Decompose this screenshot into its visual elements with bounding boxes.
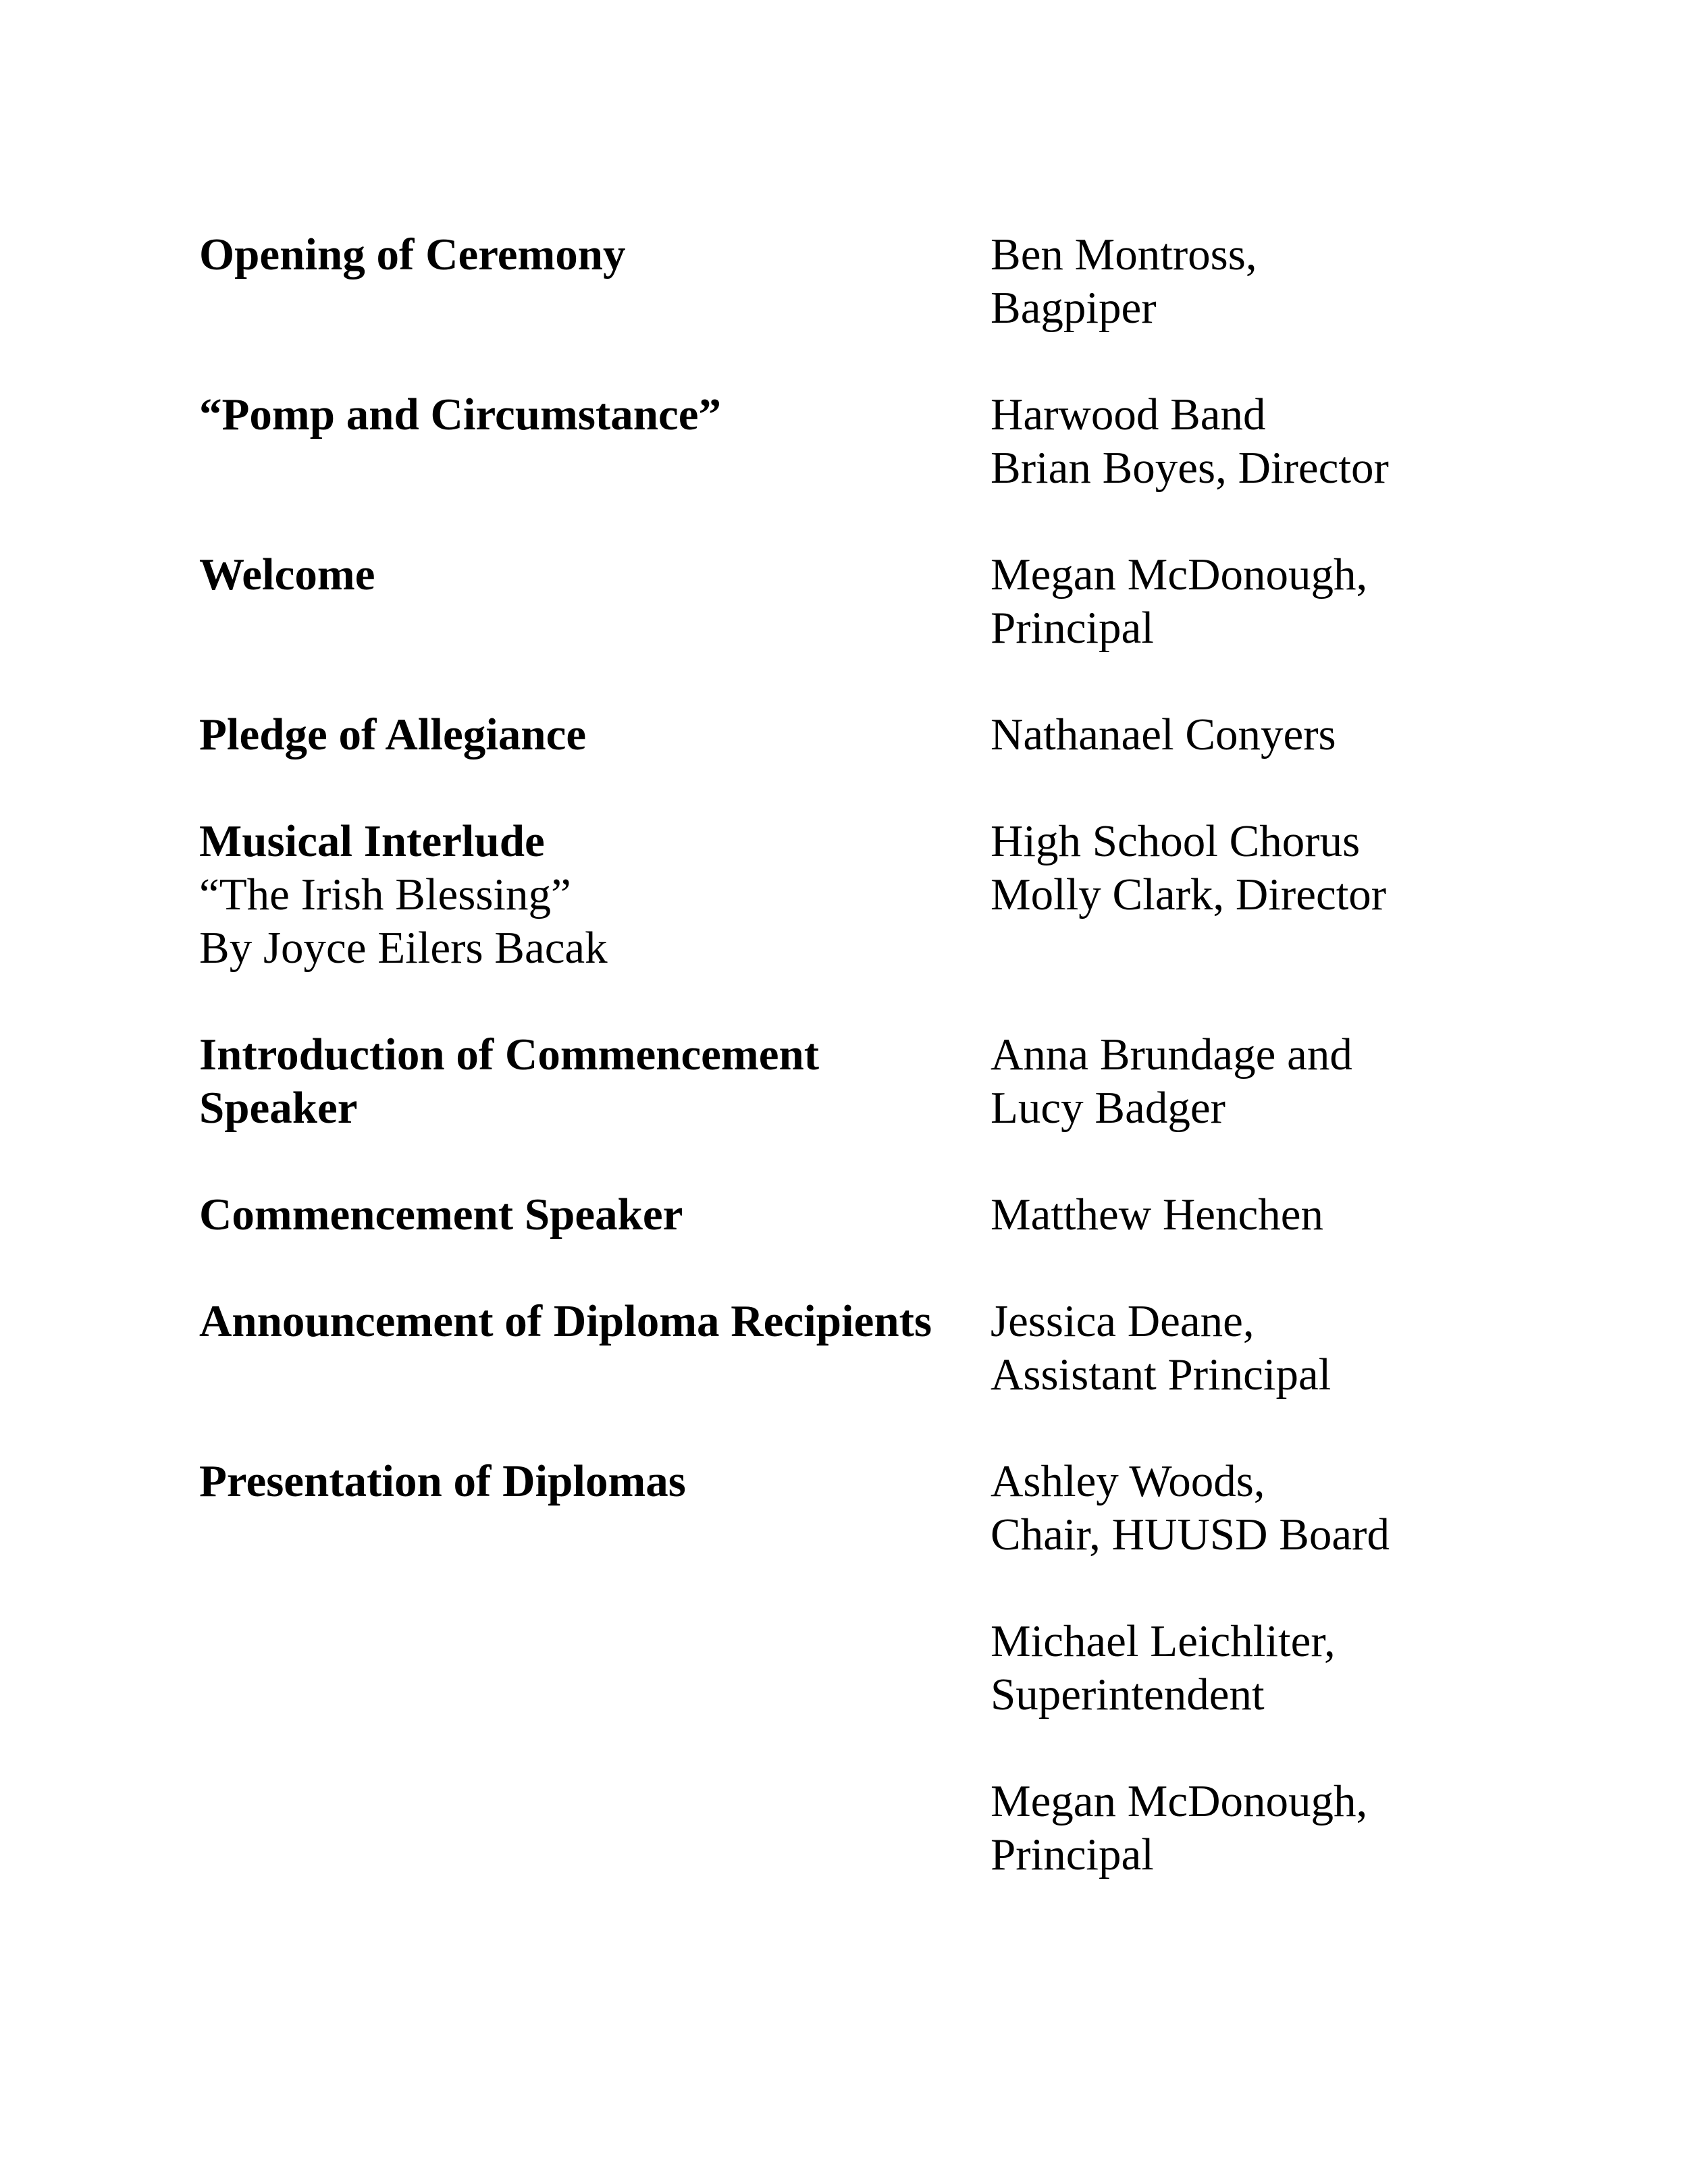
participant-name: Megan McDonough, xyxy=(991,1776,1368,1826)
program-entry xyxy=(199,1028,1482,1135)
event-title: Announcement of Diploma Recipients xyxy=(199,1296,932,1346)
program-entry xyxy=(199,1615,1482,1722)
participant-column xyxy=(991,815,1482,922)
participant-name: Nathanael Conyers xyxy=(991,710,1336,760)
participant-role: Assistant Principal xyxy=(991,1350,1331,1400)
event-column xyxy=(199,815,991,975)
program-entry xyxy=(199,548,1482,655)
event-column xyxy=(199,1188,991,1242)
participant-column xyxy=(991,548,1482,655)
participant-name: Ben Montross, xyxy=(991,230,1257,279)
participant-role: Lucy Badger xyxy=(991,1083,1225,1133)
event-column xyxy=(199,228,991,282)
event-column xyxy=(199,1028,991,1135)
program-entry xyxy=(199,708,1482,762)
program-entry xyxy=(199,1188,1482,1242)
participant-column xyxy=(991,1295,1482,1402)
participant-role: Brian Boyes, Director xyxy=(991,443,1389,493)
event-detail: By Joyce Eilers Bacak xyxy=(199,923,608,973)
participant-name: Michael Leichliter, xyxy=(991,1616,1336,1666)
participant-role: Superintendent xyxy=(991,1670,1265,1720)
participant-role: Molly Clark, Director xyxy=(991,870,1387,920)
event-column xyxy=(199,388,991,442)
participant-column xyxy=(991,1615,1482,1722)
event-title: Introduction of Commencement xyxy=(199,1030,820,1080)
event-title: Pledge of Allegiance xyxy=(199,710,587,760)
event-title: Opening of Ceremony xyxy=(199,230,626,279)
program-entry xyxy=(199,1455,1482,1562)
participant-column xyxy=(991,388,1482,495)
participant-role: Principal xyxy=(991,603,1154,653)
participant-name: Harwood Band xyxy=(991,390,1266,440)
participant-role: Principal xyxy=(991,1830,1154,1880)
participant-role: Chair, HUUSD Board xyxy=(991,1510,1390,1560)
participant-name: Jessica Deane, xyxy=(991,1296,1255,1346)
participant-name: Ashley Woods, xyxy=(991,1456,1265,1506)
event-title: Presentation of Diplomas xyxy=(199,1456,686,1506)
program-entry xyxy=(199,1295,1482,1402)
program-entry xyxy=(199,228,1482,335)
ceremony-program xyxy=(199,228,1482,1882)
participant-name: Anna Brundage and xyxy=(991,1030,1352,1080)
program-entry xyxy=(199,388,1482,495)
participant-column xyxy=(991,1028,1482,1135)
event-title: Welcome xyxy=(199,550,375,600)
event-title: “Pomp and Circumstance” xyxy=(199,390,721,440)
participant-column xyxy=(991,228,1482,335)
event-detail: Speaker xyxy=(199,1083,358,1133)
program-entry xyxy=(199,815,1482,975)
participant-column xyxy=(991,708,1482,762)
participant-role: Bagpiper xyxy=(991,283,1157,333)
event-column xyxy=(199,708,991,762)
event-title: Musical Interlude xyxy=(199,816,545,866)
event-title: Commencement Speaker xyxy=(199,1190,683,1240)
event-column xyxy=(199,1455,991,1508)
participant-name: Megan McDonough, xyxy=(991,550,1368,600)
program-entry xyxy=(199,1775,1482,1882)
participant-name: Matthew Henchen xyxy=(991,1190,1324,1240)
event-column xyxy=(199,548,991,602)
event-detail: “The Irish Blessing” xyxy=(199,870,571,920)
participant-name: High School Chorus xyxy=(991,816,1361,866)
participant-column xyxy=(991,1455,1482,1562)
event-column xyxy=(199,1295,991,1348)
participant-column xyxy=(991,1775,1482,1882)
participant-column xyxy=(991,1188,1482,1242)
